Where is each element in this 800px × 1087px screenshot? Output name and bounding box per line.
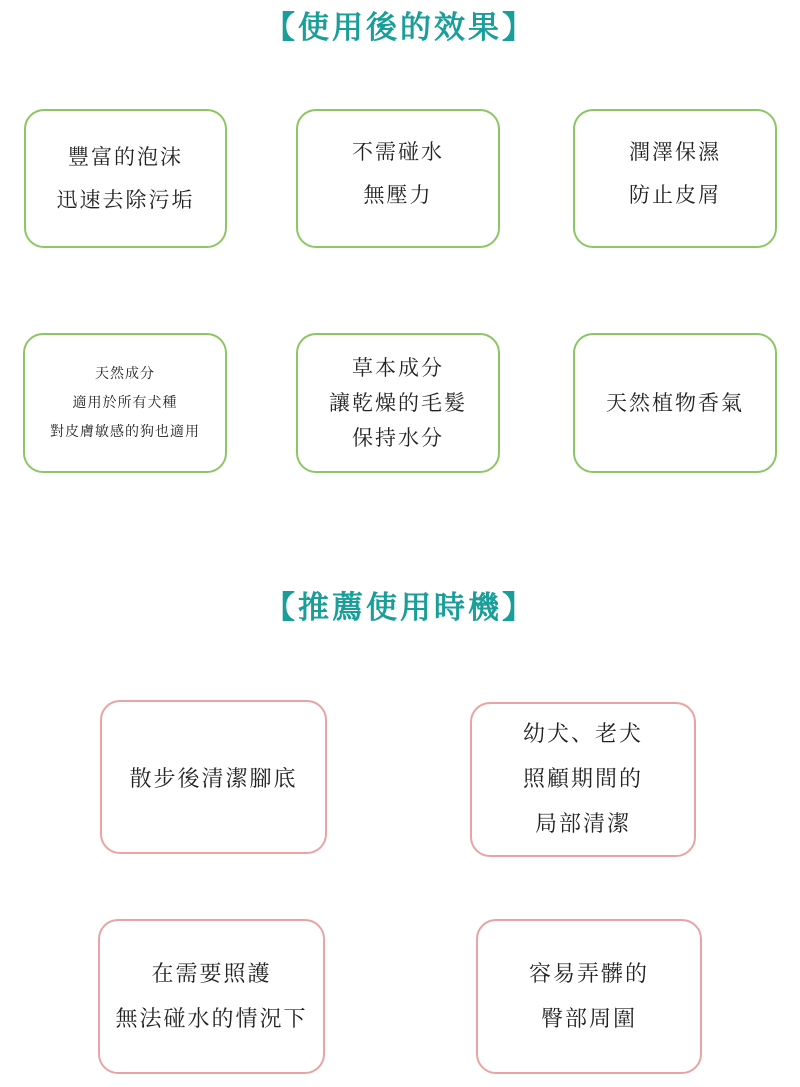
benefit-card-herbal: [296, 333, 500, 473]
card-line: 照顧期間的: [522, 767, 643, 792]
card-line: 幼犬、老犬: [522, 722, 643, 747]
section1-title: 使用後的效果: [298, 10, 502, 46]
card-line: 迅速去除污垢: [56, 187, 195, 212]
card-line: 不需碰水: [352, 140, 444, 164]
card-line: 在需要照護: [151, 961, 272, 987]
card-line: 無壓力: [363, 183, 433, 207]
card-line: 潤澤保濕: [629, 140, 721, 164]
card-line: 豐富的泡沫: [68, 144, 183, 169]
card-line: 保持水分: [352, 425, 444, 450]
card-line: 散步後清潔腳底: [129, 767, 298, 792]
card-line: 草本成分: [352, 355, 444, 380]
card-line: 防止皮屑: [629, 183, 721, 207]
usage-card-no-water: [98, 919, 325, 1074]
benefit-card-no-water: [296, 109, 500, 248]
section2-title: 推薦使用時機: [298, 590, 502, 626]
usage-card-rear: [476, 919, 702, 1074]
card-line: 對皮膚敏感的狗也適用: [50, 423, 200, 440]
bracket-open: 【: [264, 10, 298, 46]
bracket-close: 】: [502, 10, 536, 46]
usage-card-after-walk: [100, 700, 327, 854]
usage-card-puppy-senior: [470, 702, 696, 857]
card-line: 天然成分: [95, 365, 155, 382]
card-line: 局部清潔: [534, 812, 631, 837]
bracket-close: 】: [502, 590, 536, 626]
card-line: 無法碰水的情況下: [115, 1006, 308, 1032]
card-line: 天然植物香氣: [606, 390, 744, 415]
section2-heading: [0, 582, 800, 627]
section1-heading: [0, 2, 800, 47]
bracket-open: 【: [264, 590, 298, 626]
benefit-card-fragrance: [573, 333, 777, 473]
card-line: 臀部周圍: [540, 1006, 637, 1032]
benefit-card-moisture: [573, 109, 777, 248]
card-line: 讓乾燥的毛髮: [329, 390, 467, 415]
benefit-card-foam: [24, 109, 227, 248]
card-line: 適用於所有犬種: [72, 394, 178, 411]
benefit-card-natural: [23, 333, 227, 473]
card-line: 容易弄髒的: [528, 961, 649, 987]
